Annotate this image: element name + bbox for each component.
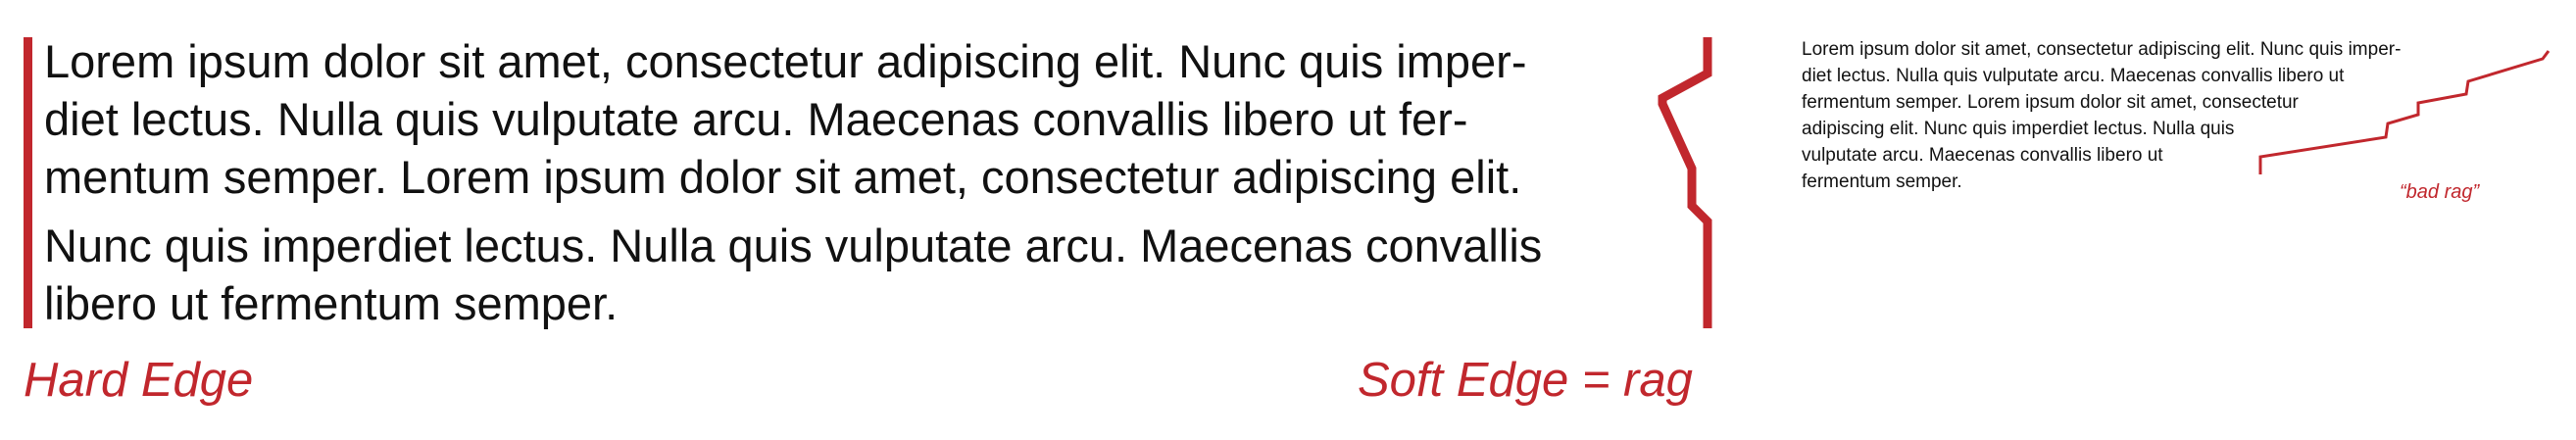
example-paragraph-line: fermentum semper. (1802, 171, 1962, 192)
example-paragraph-line: adipiscing elit. Nunc quis imperdiet lectus. Nulla quis (1802, 119, 2235, 139)
hard-edge-bar (24, 37, 32, 328)
bad-rag-label: “bad rag” (2400, 181, 2480, 203)
main-paragraph-line: libero ut fermentum semper. (44, 277, 619, 329)
example-paragraph-line: fermentum semper. Lorem ipsum dolor sit amet, consectetur (1802, 92, 2299, 113)
main-paragraph-line: diet lectus. Nulla quis vulputate arcu. Maecenas convallis libero ut fer- (44, 93, 1468, 145)
main-paragraph-line: mentum semper. Lorem ipsum dolor sit amet, consectetur adipiscing elit. (44, 151, 1522, 203)
main-paragraph-line: Nunc quis imperdiet lectus. Nulla quis vulputate arcu. Maecenas convallis (44, 220, 1543, 271)
main-paragraph-line: Lorem ipsum dolor sit amet, consectetur adipiscing elit. Nunc quis imper- (44, 35, 1527, 87)
example-paragraph-line: vulputate arcu. Maecenas convallis libero ut (1802, 145, 2163, 166)
soft-edge-rag-line (1662, 37, 1708, 328)
example-paragraph-line: diet lectus. Nulla quis vulputate arcu. Maecenas convallis libero ut (1802, 66, 2345, 86)
example-paragraph-line: Lorem ipsum dolor sit amet, consectetur adipiscing elit. Nunc quis imper- (1802, 39, 2402, 60)
hard-edge-label: Hard Edge (24, 354, 254, 407)
soft-edge-label: Soft Edge = rag (1358, 354, 1693, 407)
